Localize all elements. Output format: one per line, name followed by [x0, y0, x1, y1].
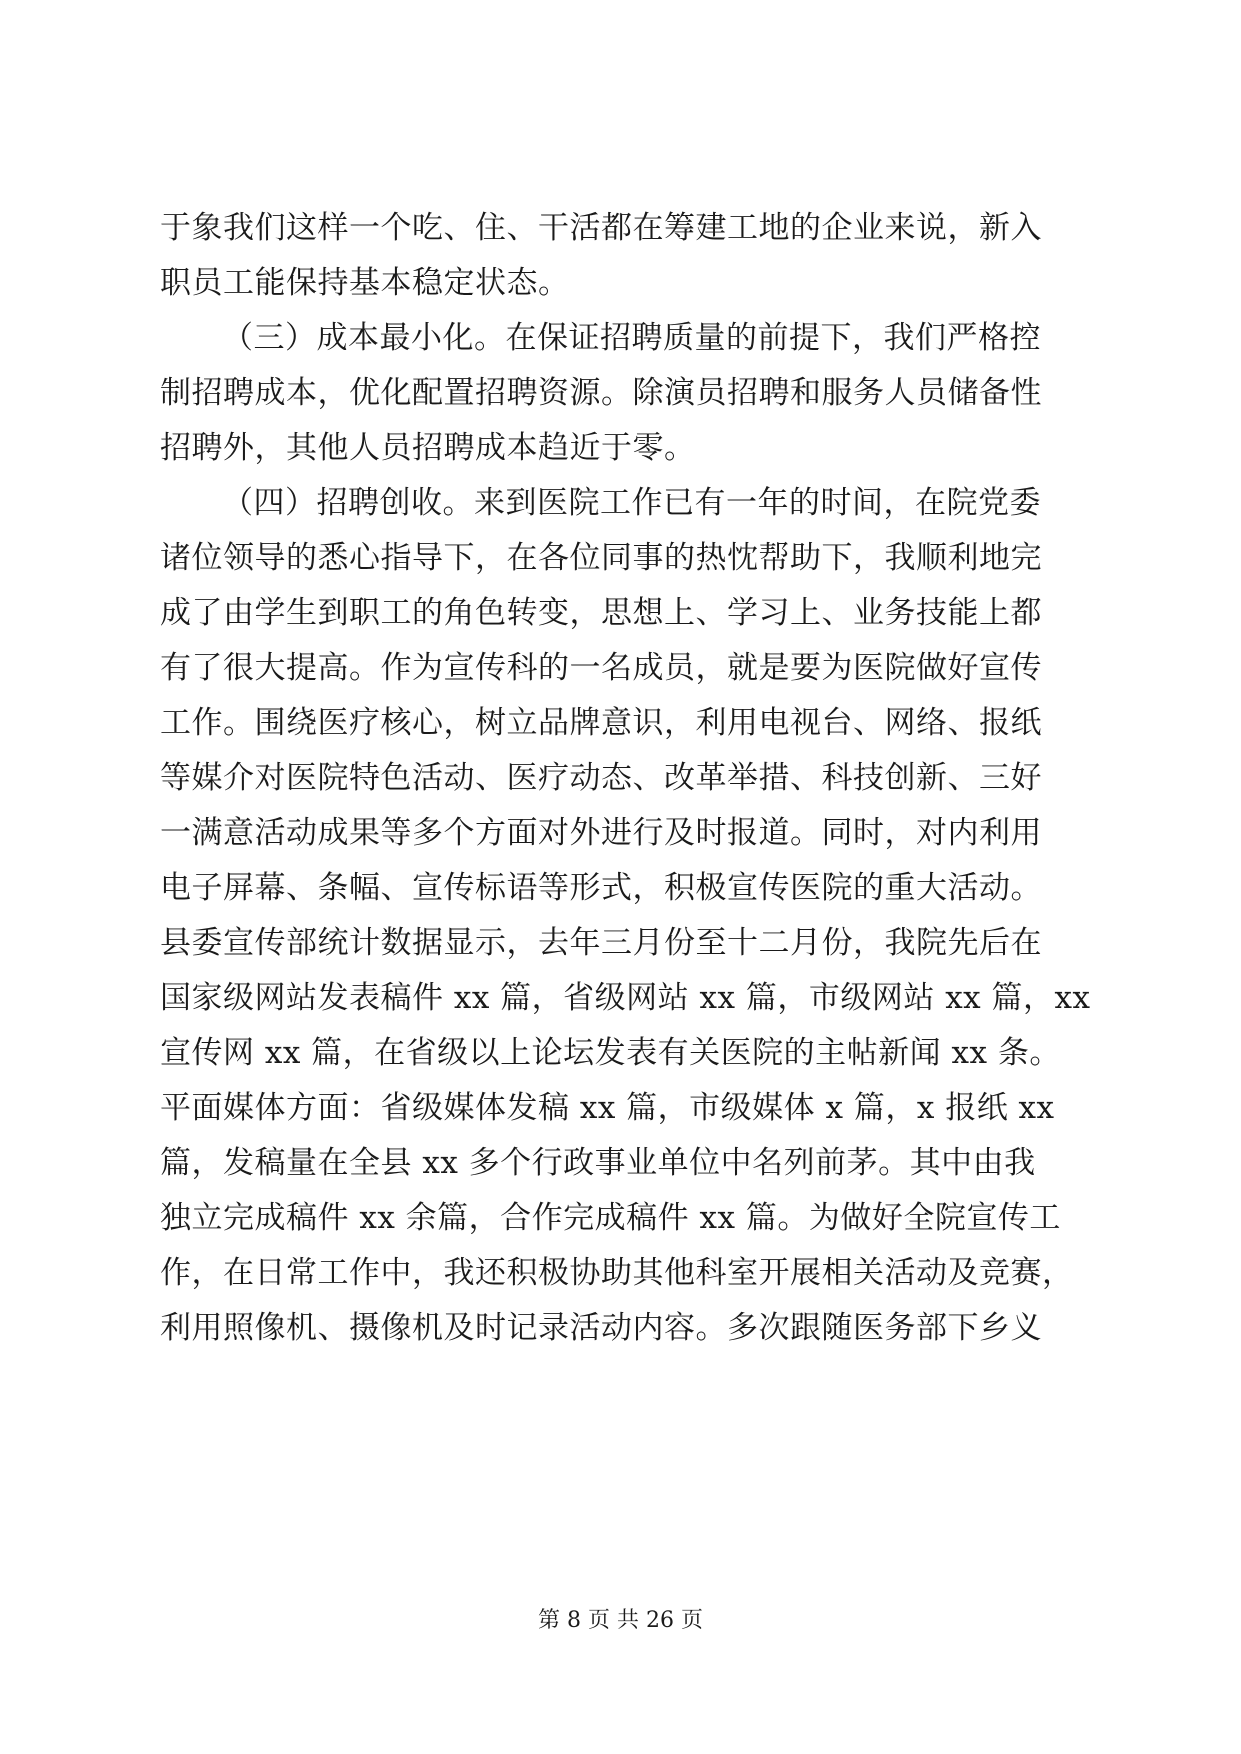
text-line: 成了由学生到职工的角色转变，思想上、学习上、业务技能上都: [160, 595, 1042, 631]
text-line: （四）招聘创收。来到医院工作已有一年的时间，在院党委: [222, 485, 1041, 521]
text-line: 电子屏幕、条幅、宣传标语等形式，积极宣传医院的重大活动。: [160, 870, 1042, 906]
text-line: 利用照像机、摄像机及时记录活动内容。多次跟随医务部下乡义: [160, 1310, 1042, 1346]
text-line: 篇，发稿量在全县 xx 多个行政事业单位中名列前茅。其中由我: [160, 1145, 1036, 1181]
text-line: 等媒介对医院特色活动、医疗动态、改革举措、科技创新、三好: [160, 760, 1042, 796]
text-line: 工作。围绕医疗核心，树立品牌意识，利用电视台、网络、报纸: [160, 705, 1042, 741]
text-line: 独立完成稿件 xx 余篇，合作完成稿件 xx 篇。为做好全院宣传工: [160, 1200, 1061, 1236]
text-line: 国家级网站发表稿件 xx 篇，省级网站 xx 篇，市级网站 xx 篇，xx: [160, 980, 1091, 1016]
text-line: （三）成本最小化。在保证招聘质量的前提下，我们严格控: [222, 320, 1041, 356]
text-line: 作，在日常工作中，我还积极协助其他科室开展相关活动及竞赛，: [160, 1255, 1074, 1291]
text-line: 于象我们这样一个吃、住、干活都在筹建工地的企业来说，新入: [160, 210, 1042, 246]
text-line: 县委宣传部统计数据显示，去年三月份至十二月份，我院先后在: [160, 925, 1042, 961]
text-line: 招聘外，其他人员招聘成本趋近于零。: [160, 430, 696, 466]
text-line: 职员工能保持基本稳定状态。: [160, 265, 570, 301]
text-line: 制招聘成本，优化配置招聘资源。除演员招聘和服务人员储备性: [160, 375, 1042, 411]
text-line: 宣传网 xx 篇，在省级以上论坛发表有关医院的主帖新闻 xx 条。: [160, 1035, 1061, 1071]
text-line: 一满意活动成果等多个方面对外进行及时报道。同时，对内利用: [160, 815, 1042, 851]
text-line: 平面媒体方面：省级媒体发稿 xx 篇，市级媒体 x 篇，x 报纸 xx: [160, 1090, 1055, 1126]
text-line: 诸位领导的悉心指导下，在各位同事的热忱帮助下，我顺利地完: [160, 540, 1042, 576]
text-line: 有了很大提高。作为宣传科的一名成员，就是要为医院做好宣传: [160, 650, 1042, 686]
page-footer: 第 8 页 共 26 页: [538, 1608, 703, 1633]
